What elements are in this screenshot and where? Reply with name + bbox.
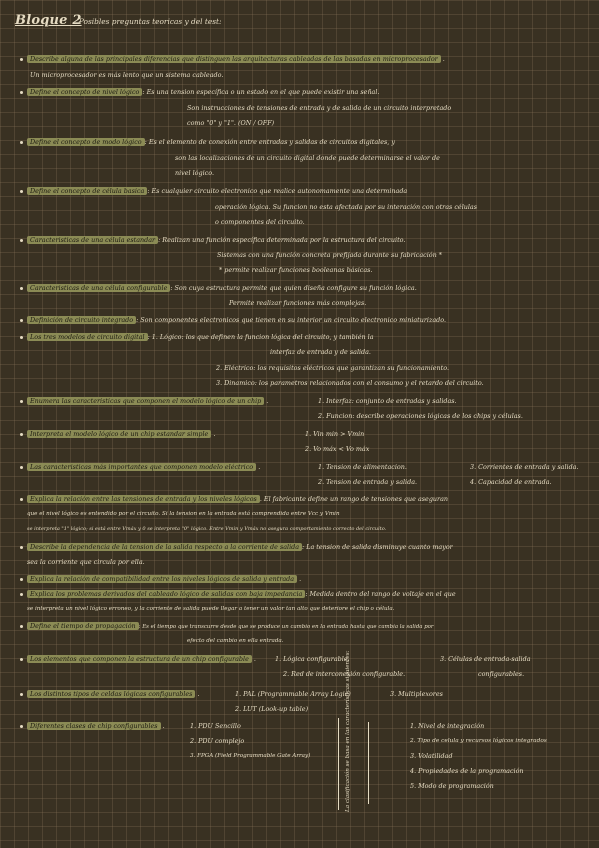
q13-question: Describe la dependencia de la tension de la salida respecto a la corriente de salida: [27, 543, 302, 551]
q7-answer: : Son componentes electronicos que tienen en su interior un circuito electronico miniaturizado.: [136, 316, 446, 324]
q14-question: Explica la relación de compatibilidad entre los niveles lógicos de salida y entrada: [27, 575, 297, 583]
q14-row: Explica la relación de compatibilidad entre los niveles lógicos de salida y entrada .: [20, 575, 301, 584]
bullet-icon: [20, 498, 23, 501]
q6-answer-2: Permite realizar funciones más complejas.: [229, 299, 367, 307]
q2-question: Define el concepto de nivel lógico: [27, 88, 142, 96]
q16-row: [20, 622, 434, 632]
q3-answer-2: son las localizaciones de un circuito digital donde puede determinarse el valor de: [175, 154, 440, 162]
q8-question: Los tres modelos de circuito digital: [27, 333, 148, 341]
q19-crit-2: 2. Tipo de celula y recursos lógicos integrados: [410, 738, 547, 744]
q9-question: Enumera las caracteristicas que componen el modelo lógico de un chip: [27, 397, 264, 405]
q19-crit-1: 1. Nivel de integración: [410, 722, 485, 730]
q6-question: Caracteristicas de una célula configurable: [27, 284, 170, 292]
q10-answer-2: 2. Vo máx < Vo máx: [305, 445, 370, 453]
bullet-icon: [20, 593, 23, 596]
q2-answer-3: como "0" y "1". (ON / OFF): [187, 119, 275, 127]
q5-question: Caracteristicas de una célula estandar: [27, 236, 158, 244]
q5-answer-1: : Realizan una función específica determinada por la estructura del circuito.: [158, 236, 406, 244]
q4-answer-3: o componentes del circuito.: [215, 218, 305, 226]
bullet-icon: [20, 625, 23, 628]
q7-row: [20, 316, 446, 325]
q11-col1-1: 1. Tension de alimentacion.: [318, 463, 407, 471]
q13-answer-1: : La tension de salida disminuye cuanto mayor: [302, 543, 453, 551]
q19-list-3: 3. FPGA (Field Programmable Gate Array): [190, 753, 311, 759]
q10-question: Interpreta el modelo lógico de un chip estandar simple: [27, 430, 211, 438]
q8-answer-4: 3. Dinamico: los parametros relacionados con el consumo y el retardo del circuito.: [216, 379, 484, 387]
q15-answer-1: : Medida dentro del rango de voltaje en el que: [305, 590, 456, 598]
q19-crit-5: 5. Modo de programación: [410, 782, 494, 790]
q15-row: [20, 590, 456, 599]
q9-row: Enumera las caracteristicas que componen el modelo lógico de un chip .: [20, 397, 268, 406]
q19-question: Diferentes clases de chip configurables: [27, 722, 161, 730]
q19-list-1: 1. PDU Sencillo: [190, 722, 241, 730]
q5-answer-3: * permite realizar funciones booleanas básicas.: [219, 266, 373, 274]
q11-col1-2: 2. Tension de entrada y salida.: [318, 478, 418, 486]
brace-icon: [368, 722, 369, 804]
q8-answer-3: 2. Eléctrico: los requisitos eléctricos que garantizan su funcionamiento.: [216, 364, 450, 372]
q9-answer-1: 1. Interfaz: conjunto de entradas y salidas.: [318, 397, 457, 405]
q17-col2-2: configurables.: [478, 670, 525, 678]
bullet-icon: [20, 400, 23, 403]
bullet-icon: [20, 725, 23, 728]
q18-answer-3: 3. Multiplexores: [390, 690, 443, 698]
q17-row: Los elementos que componen la estructura de un chip configurable .: [20, 655, 256, 664]
q19-crit-3: 3. Volatilidad: [410, 752, 453, 760]
q9-answer-2: 2. Funcion: describe operaciones lógicas de los chips y células.: [318, 412, 523, 420]
q5-row: [20, 236, 405, 245]
bullet-icon: [20, 319, 23, 322]
q17-col1-1: 1. Lógica configurable.: [275, 655, 350, 663]
q18-question: Los distintos tipos de celdas lógicas configurables: [27, 690, 195, 698]
bullet-icon: [20, 91, 23, 94]
q2-answer-2: Son instrucciones de tensiones de entrada y de salida de un circuito interpretado: [187, 104, 452, 112]
q18-answer-2: 2. LUT (Look-up table): [235, 705, 309, 713]
q10-answer-1: 1. Vin min > Vmin: [305, 430, 365, 438]
q19-crit-4: 4. Propiedades de la programación: [410, 767, 524, 775]
q12-answer-1: . El fabricante define un rango de tensiones que aseguran: [259, 495, 449, 503]
bullet-icon: [20, 190, 23, 193]
q6-row: [20, 284, 417, 293]
q19-row: Diferentes clases de chip configurables .: [20, 722, 165, 731]
q7-question: Definición de circuito integrado: [27, 316, 136, 324]
q12-question: Explica la relación entre las tensiones de entrada y los niveles lógicos: [27, 495, 260, 503]
q19-brace-text: La clasificación se basa en las características siguientes:: [345, 650, 351, 812]
bullet-icon: [20, 287, 23, 290]
q15-question: Explica los problemas derivados del cableado lógico de salidas con baja impedancia: [27, 590, 305, 598]
bullet-icon: [20, 693, 23, 696]
q18-row: Los distintos tipos de celdas lógicas configurables .: [20, 690, 200, 699]
q1-question: Describe alguna de las principales diferencias que distinguen las arquitecturas cableadas de las basadas en microprocesador: [27, 55, 441, 63]
q15-answer-2: se interpreta un nivel lógico erroneo, y la corriente de salida puede llegar a tener un valor tan alto que deteriore el chip o célula.: [27, 606, 395, 612]
q4-answer-2: operación lógica. Su funcion no esta afectada por su interación con otras células: [215, 203, 477, 211]
q11-col2-2: 4. Capacidad de entrada.: [470, 478, 552, 486]
q11-col2-1: 3. Corrientes de entrada y salida.: [470, 463, 579, 471]
q11-question: Las caracteristicas más importantes que componen modelo eléctrico: [27, 463, 256, 471]
q18-answer-1: 1. PAL (Programmable Array Logic): [235, 690, 351, 698]
q10-row: Interpreta el modelo lógico de un chip estandar simple .: [20, 430, 215, 439]
brace-divider: [338, 718, 339, 810]
q12-answer-2: que el nivel lógico es entendido por el circuito. Si la tension en la entrada está comprendida entre Vcc y Vmin: [27, 511, 340, 517]
q3-row: [20, 138, 395, 147]
q3-question: Define el concepto de modo lógico: [27, 138, 145, 146]
q12-row: [20, 495, 448, 504]
q12-answer-3: se interpreta "1" lógico; si está entre Vmáx y 0 se interpreta "0" lógico. Entre Vmin y Vmáx no asegura comportamiento correcto del circuito.: [27, 526, 387, 532]
page-subtitle: : Posibles preguntas teoricas y del test:: [74, 17, 222, 26]
bullet-icon: [20, 546, 23, 549]
q16-answer-2: efecto del cambio en ella entrada.: [187, 638, 284, 644]
q5-answer-2: Sistemas con una función concreta prefijada durante su fabricación *: [217, 251, 442, 259]
q3-answer-1: : Es el elemento de conexión entre entradas y salidas de circuitos digitales, y: [144, 138, 395, 146]
bullet-icon: [20, 239, 23, 242]
page-title: Bloque 2: [15, 13, 82, 28]
bullet-icon: [20, 336, 23, 339]
bullet-icon: [20, 433, 23, 436]
q17-question: Los elementos que componen la estructura de un chip configurable: [27, 655, 252, 663]
q3-answer-3: nivel lógico.: [175, 169, 214, 177]
q1-row: Describe alguna de las principales diferencias que distinguen las arquitecturas cableadas de las basadas en microprocesador .: [20, 55, 445, 64]
q1-answer: Un microprocesador es más lento que un sistema cableado.: [30, 71, 224, 79]
q2-answer-1: : Es una tension específica o un estado en el que puede existir una señal.: [142, 88, 380, 96]
bullet-icon: [20, 466, 23, 469]
q11-row: Las caracteristicas más importantes que componen modelo eléctrico .: [20, 463, 260, 472]
bullet-icon: [20, 141, 23, 144]
q17-col1-2: 2. Red de interconexión configurable.: [283, 670, 406, 678]
q17-col2-1: 3. Células de entrada-salida: [440, 655, 531, 663]
q16-answer-1: : Es el tiempo que transcurre desde que se produce un cambio en la entrada hasta que cambia la salida por: [138, 624, 434, 630]
bullet-icon: [20, 58, 23, 61]
q4-answer-1: : Es cualquier circuito electronico que realice autonomamente una determinada: [147, 187, 408, 195]
q4-row: [20, 187, 407, 196]
q13-row: [20, 543, 453, 552]
q13-answer-2: sea la corriente que circula por ella.: [27, 558, 145, 566]
bullet-icon: [20, 658, 23, 661]
q2-row: [20, 88, 379, 97]
q16-question: Define el tiempo de propagación: [27, 622, 139, 630]
q19-list-2: 2. PDU complejo: [190, 737, 245, 745]
bullet-icon: [20, 578, 23, 581]
q8-row: [20, 333, 374, 342]
q8-answer-2: interfaz de entrada y de salida.: [270, 348, 371, 356]
q8-answer-1: : 1. Lógico: los que definen la funcion lógica del circuito, y también la: [147, 333, 374, 341]
q6-answer-1: : Son cuya estructura permite que quien diseña configure su función lógica.: [170, 284, 417, 292]
q4-question: Define el concepto de célula basica: [27, 187, 147, 195]
